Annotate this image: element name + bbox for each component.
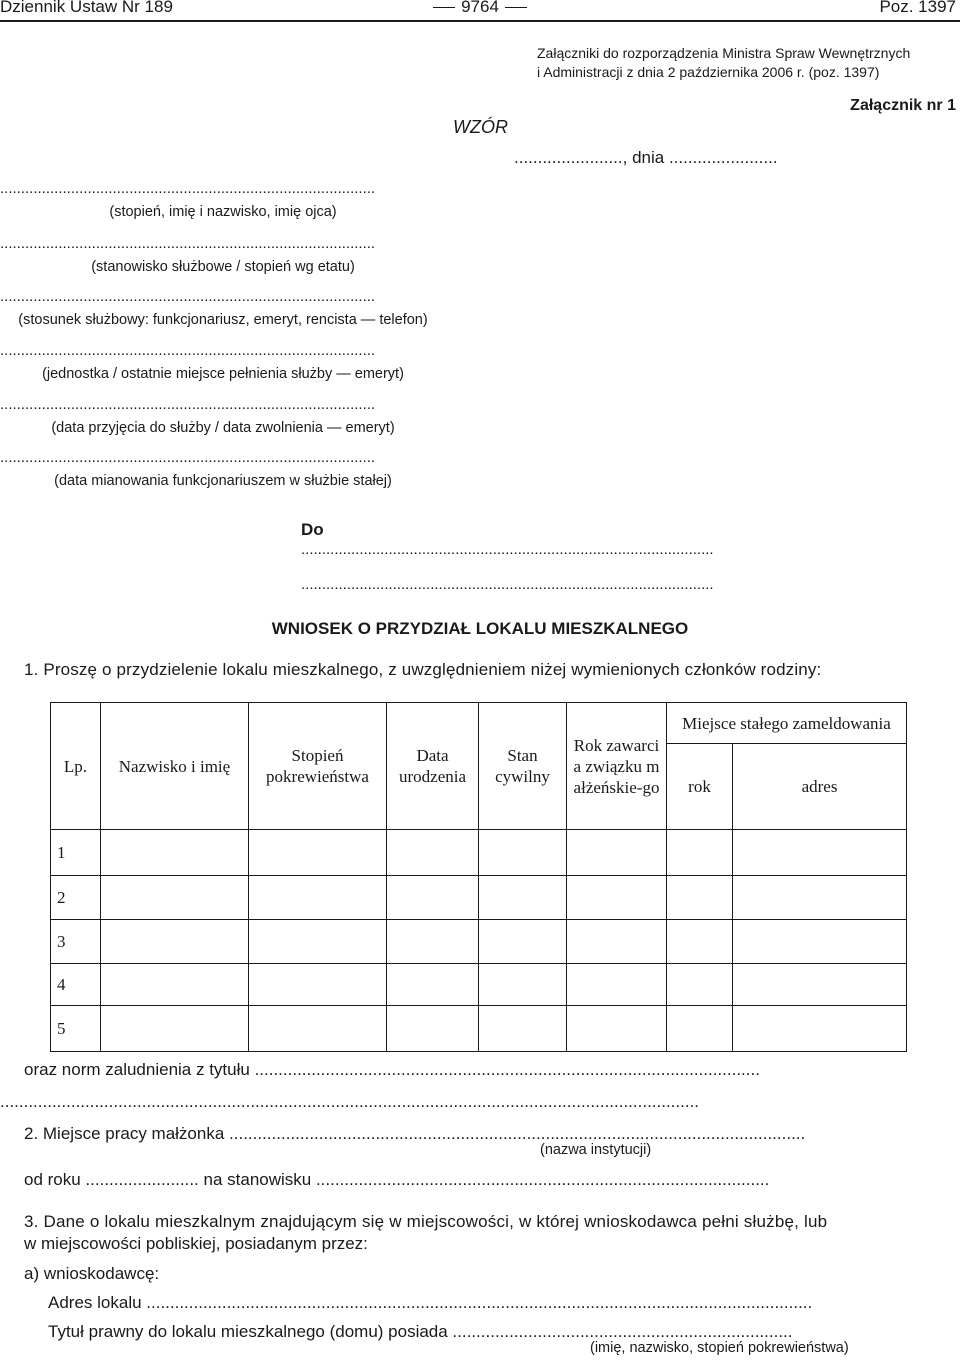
field-dots[interactable]: .......................................................................................... <box>0 396 376 413</box>
cell-address[interactable] <box>733 830 907 876</box>
cell-year[interactable] <box>667 920 733 964</box>
attachments-note-line1: Załączniki do rozporządzenia Ministra Spraw Wewnętrznych <box>537 45 911 61</box>
field-dots[interactable]: .......................................................................................... <box>0 288 376 305</box>
section-2-line[interactable]: 2. Miejsce pracy małżonka .......................................................................................................................... <box>24 1124 806 1143</box>
field-label: (stosunek służbowy: funkcjonariusz, emeryt, rencista — telefon) <box>18 312 428 328</box>
attachments-note-line2: i Administracji z dnia 2 października 2006 r. (poz. 1397) <box>537 64 880 80</box>
header-status-text: Stan cywilny <box>495 746 550 786</box>
field-dots[interactable]: .......................................................................................... <box>0 449 376 466</box>
cell-name[interactable] <box>101 920 249 964</box>
dash-left <box>433 7 455 8</box>
cell-birth[interactable] <box>387 876 479 920</box>
legal-title-hint: (imię, nazwisko, stopień pokrewieństwa) <box>590 1340 849 1356</box>
form-title: WNIOSEK O PRZYDZIAŁ LOKALU MIESZKALNEGO <box>271 619 689 638</box>
cell-address[interactable] <box>733 1006 907 1052</box>
field-label: (stopień, imię i nazwisko, imię ojca) <box>109 204 337 220</box>
legal-title-line[interactable]: Tytuł prawny do lokalu mieszkalnego (domu) posiada ........................................................................ <box>48 1322 793 1341</box>
header-relation <box>249 703 387 830</box>
cell-marriage[interactable] <box>567 1006 667 1052</box>
cell-status[interactable] <box>479 920 567 964</box>
cell-birth[interactable] <box>387 830 479 876</box>
header-relation-text: Stopień pokrewieństwa <box>266 746 369 786</box>
family-table <box>50 702 907 1052</box>
header-marriage-text: Rok zawarcia związku małżeńskie-go <box>573 735 660 797</box>
section-3-sub-a: a) wnioskodawcę: <box>24 1264 160 1283</box>
cell-name[interactable] <box>101 1006 249 1052</box>
cell-relation[interactable] <box>249 1006 387 1052</box>
row-number: 2 <box>51 876 101 920</box>
header-residence-address: adres <box>733 744 907 830</box>
header-name: Nazwisko i imię <box>101 703 249 830</box>
cell-marriage[interactable] <box>567 964 667 1006</box>
cell-status[interactable] <box>479 876 567 920</box>
cell-address[interactable] <box>733 876 907 920</box>
cell-birth[interactable] <box>387 1006 479 1052</box>
field-label: (data przyjęcia do służby / data zwolnienia — emeryt) <box>51 420 395 436</box>
date-line: ......................., dnia ....................... <box>514 148 778 167</box>
section-3-line2: w miejscowości pobliskiej, posiadanym przez: <box>24 1234 368 1253</box>
header-residence-year: rok <box>667 744 733 830</box>
cell-relation[interactable] <box>249 964 387 1006</box>
address-line[interactable]: Adres lokalu ............................................................................................................................................. <box>48 1293 813 1312</box>
cell-name[interactable] <box>101 876 249 920</box>
cell-relation[interactable] <box>249 830 387 876</box>
header-birth-text: Data urodzenia <box>398 746 467 786</box>
row-number: 5 <box>51 1006 101 1052</box>
section-2-since-line[interactable]: od roku ........................ na stanowisku ................................................................................................ <box>24 1170 770 1189</box>
template-label: WZÓR <box>453 117 508 137</box>
cell-relation[interactable] <box>249 920 387 964</box>
recipient-line[interactable]: ................................................................................................... <box>301 576 714 593</box>
cell-year[interactable] <box>667 1006 733 1052</box>
field-dots[interactable]: .......................................................................................... <box>0 235 376 252</box>
cell-status[interactable] <box>479 830 567 876</box>
cell-birth[interactable] <box>387 920 479 964</box>
header-residence-group: Miejsce stałego zameldowania <box>667 703 907 744</box>
cell-marriage[interactable] <box>567 920 667 964</box>
cell-year[interactable] <box>667 830 733 876</box>
section-2-hint: (nazwa instytucji) <box>540 1142 652 1158</box>
cell-marriage[interactable] <box>567 830 667 876</box>
cell-birth[interactable] <box>387 964 479 1006</box>
occupancy-continuation[interactable]: .................................................................................................................................................... <box>0 1092 700 1111</box>
recipient-line[interactable]: ................................................................................................... <box>301 541 714 558</box>
header-lp: Lp. <box>51 703 101 830</box>
cell-year[interactable] <box>667 876 733 920</box>
header-marriage <box>567 703 667 830</box>
row-number: 4 <box>51 964 101 1006</box>
cell-address[interactable] <box>733 920 907 964</box>
field-label: (jednostka / ostatnie miejsce pełnienia służby — emeryt) <box>42 366 404 382</box>
page-number: 9764 <box>461 0 499 16</box>
cell-address[interactable] <box>733 964 907 1006</box>
cell-status[interactable] <box>479 1006 567 1052</box>
header-status <box>479 703 567 830</box>
cell-status[interactable] <box>479 964 567 1006</box>
section-1-text: 1. Proszę o przydzielenie lokalu mieszkalnego, z uwzględnieniem niżej wymienionych członków rodziny: <box>24 660 822 679</box>
field-label: (stanowisko służbowe / stopień wg etatu) <box>91 259 355 275</box>
row-number: 3 <box>51 920 101 964</box>
occupancy-line[interactable]: oraz norm zaludnienia z tytułu ........................................................................................................... <box>24 1060 760 1079</box>
cell-relation[interactable] <box>249 876 387 920</box>
journal-title: Dziennik Ustaw Nr 189 <box>0 0 173 16</box>
cell-name[interactable] <box>101 964 249 1006</box>
header-rule <box>0 20 960 22</box>
cell-marriage[interactable] <box>567 876 667 920</box>
recipient-label: Do <box>301 520 324 539</box>
field-label: (data mianowania funkcjonariuszem w służbie stałej) <box>54 473 392 489</box>
field-dots[interactable]: .......................................................................................... <box>0 342 376 359</box>
header-birth <box>387 703 479 830</box>
row-number: 1 <box>51 830 101 876</box>
page-number-block <box>432 0 528 17</box>
dash-right <box>505 7 527 8</box>
attachment-label: Załącznik nr 1 <box>850 97 956 114</box>
field-dots[interactable]: .......................................................................................... <box>0 180 376 197</box>
cell-year[interactable] <box>667 964 733 1006</box>
cell-name[interactable] <box>101 830 249 876</box>
section-3-line1: 3. Dane o lokalu mieszkalnym znajdującym się w miejscowości, w której wnioskodawca pełni służbę, lub <box>24 1212 828 1231</box>
position-number: Poz. 1397 <box>879 0 956 16</box>
